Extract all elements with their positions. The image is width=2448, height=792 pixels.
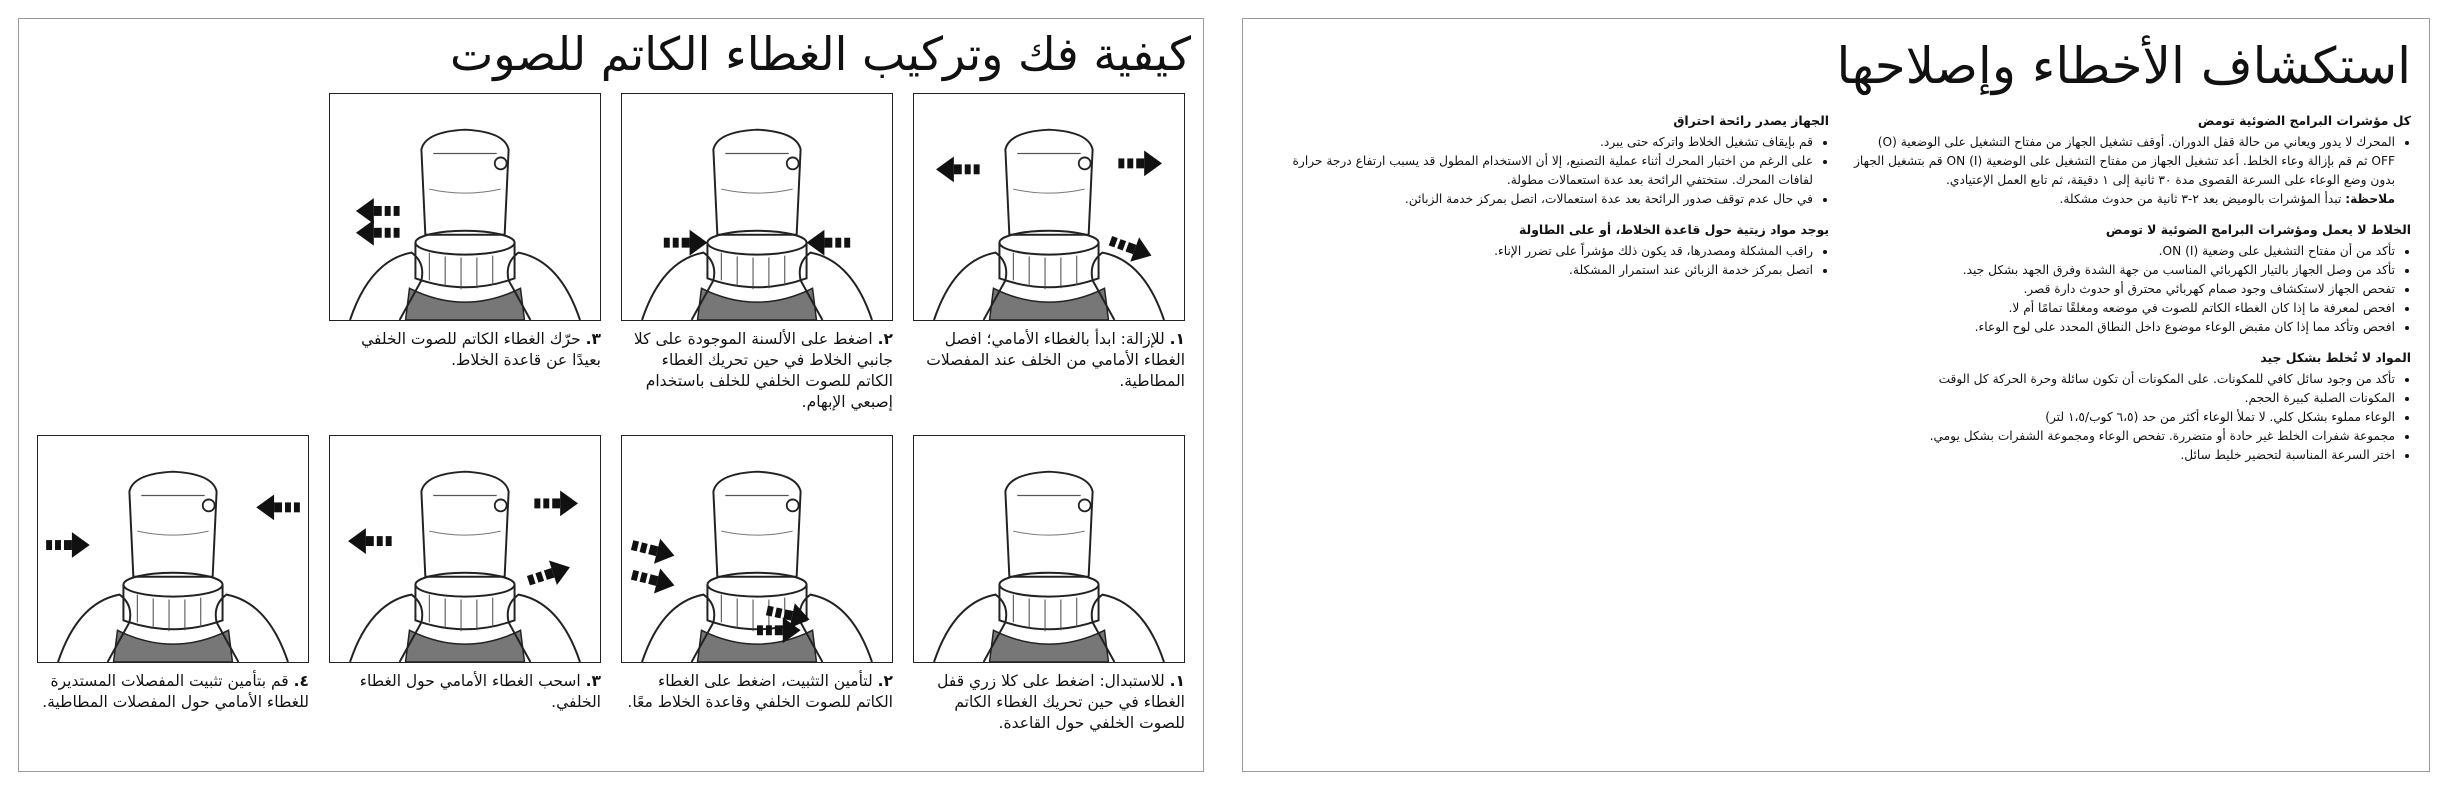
figure-install-step-4 xyxy=(37,435,309,663)
bullet-list xyxy=(1851,370,2411,465)
section-heading: الجهاز يصدر رائحة احتراق xyxy=(1673,113,1829,128)
caption-install-step-4: ٤. قم بتأمين تثبيت المفصلات المستديرة للغطاء الأمامي حول المفصلات المطاطية. xyxy=(42,672,309,711)
list-item: • راقب المشكلة ومصدرها، قد يكون ذلك مؤشراً على تضرر الإناء. xyxy=(1269,242,1813,261)
troubleshooting-column-2 xyxy=(1269,111,1829,291)
list-item: • المحرك لا يدور ويعاني من حالة قفل الدوران. أوقف تشغيل الجهاز من مفتاح التشغيل على الوضعية (O) OFF ثم قم بإزالة وعاء الخلط. أعد تشغيل الجهاز من مفتاح التشغيل على الوضعية (I) ON قم بتشغيل الجهاز بدون وضع الوعاء على السرعة القصوى مدة ٣٠ ثانية إلى ١ دقيقة، ثم تابع العمل الإعتيادي. ملاحظة: تبدأ المؤشرات بالوميض بعد ٢-٣ ثانية من حدوث مشكلة. xyxy=(1851,133,2395,209)
list-item: • تأكد من أن مفتاح التشغيل على وضعية (I) ON. xyxy=(1851,242,2395,261)
page-title-troubleshooting: استكشاف الأخطاء وإصلاحها xyxy=(1836,37,2411,95)
caption-remove-step-2: ٢. اضغط على الألسنة الموجودة على كلا جانبي الخلاط في حين تحريك الغطاء الكاتم للصوت الخلفي للخلف باستخدام إصبعي الإبهام. xyxy=(633,330,893,411)
list-item: • قم بإيقاف تشغيل الخلاط واتركه حتى يبرد. xyxy=(1269,133,1813,152)
caption-remove-step-3: ٣. حرّك الغطاء الكاتم للصوت الخلفي بعيدًا عن قاعدة الخلاط. xyxy=(361,330,601,369)
list-item: • المكونات الصلبة كبيرة الحجم. xyxy=(1851,389,2395,408)
caption-remove-step-1: ١. للإزالة: ابدأ بالغطاء الأمامي؛ افصل الغطاء الأمامي من الخلف عند المفصلات المطاطية. xyxy=(926,330,1185,390)
muffler-instructions-panel xyxy=(18,18,1204,772)
bullet-list xyxy=(1851,242,2411,337)
page-title-muffler: كيفية فك وتركيب الغطاء الكاتم للصوت xyxy=(449,27,1191,81)
bullet-list xyxy=(1269,133,1829,209)
list-item: • افحص وتأكد مما إذا كان مقبض الوعاء موضوع داخل النطاق المحدد على لوح الوعاء. xyxy=(1851,318,2395,337)
list-item: • في حال عدم توقف صدور الرائحة بعد عدة استعمالات، اتصل بمركز خدمة الزبائن. xyxy=(1269,190,1813,209)
section-heading: الخلاط لا يعمل ومؤشرات البرامج الضوئية لا تومض xyxy=(2105,222,2411,237)
figure-remove-step-1 xyxy=(913,93,1185,321)
list-item: • اتصل بمركز خدمة الزبائن عند استمرار المشكلة. xyxy=(1269,261,1813,280)
bullet-list xyxy=(1269,242,1829,280)
list-item: • افحص لمعرفة ما إذا كان الغطاء الكاتم للصوت في موضعه ومغلقًا تمامًا أم لا. xyxy=(1851,299,2395,318)
figure-remove-step-3 xyxy=(329,93,601,321)
bullet-list xyxy=(1851,133,2411,209)
list-item: • تفحص الجهاز لاستكشاف وجود صمام كهربائي محترق أو حدوث دارة قصر. xyxy=(1851,280,2395,299)
list-item: • على الرغم من اختبار المحرك أثناء عملية التصنيع، إلا أن الاستخدام المطول قد يسبب ارتفاع درجة حرارة لفافات المحرك. ستختفي الرائحة بعد عدة استعمالات مطولة. xyxy=(1269,152,1813,190)
list-item: • تأكد من وجود سائل كافي للمكونات. على المكونات أن تكون سائلة وحرة الحركة كل الوقت xyxy=(1851,370,2395,389)
caption-install-step-2: ٢. لتأمين التثبيت، اضغط على الغطاء الكاتم للصوت الخلفي وقاعدة الخلاط معًا. xyxy=(627,672,893,711)
list-item: • الوعاء مملوء بشكل كلي. لا تملأ الوعاء أكثر من حد (٦،٥ كوب/١،٥ لتر) xyxy=(1851,408,2395,427)
caption-install-step-3: ٣. اسحب الغطاء الأمامي حول الغطاء الخلفي. xyxy=(359,672,601,711)
list-item: • تأكد من وصل الجهاز بالتيار الكهربائي المناسب من جهة الشدة وفرق الجهد بشكل جيد. xyxy=(1851,261,2395,280)
troubleshooting-column-1 xyxy=(1851,111,2411,476)
caption-install-step-1: ١. للاستبدال: اضغط على كلا زري قفل الغطاء في حين تحريك الغطاء الكاتم للصوت الخلفي حول القاعدة. xyxy=(937,672,1185,732)
list-item: • مجموعة شفرات الخلط غير حادة أو متضررة. تفحص الوعاء ومجموعة الشفرات بشكل يومي. xyxy=(1851,427,2395,446)
section-heading: كل مؤشرات البرامج الضوئية تومض xyxy=(2197,113,2411,128)
figure-install-step-2 xyxy=(621,435,893,663)
section-heading: يوجد مواد زيتية حول قاعدة الخلاط، أو على الطاولة xyxy=(1519,222,1829,237)
note: ملاحظة: تبدأ المؤشرات بالوميض بعد ٢-٣ ثانية من حدوث مشكلة. xyxy=(2059,192,2395,206)
section-heading: المواد لا تُخلط بشكل جيد xyxy=(2260,350,2411,365)
figure-install-step-1 xyxy=(913,435,1185,663)
troubleshooting-panel xyxy=(1242,18,2430,772)
figure-install-step-3 xyxy=(329,435,601,663)
figure-remove-step-2 xyxy=(621,93,893,321)
list-item: • اختر السرعة المناسبة لتحضير خليط سائل. xyxy=(1851,446,2395,465)
